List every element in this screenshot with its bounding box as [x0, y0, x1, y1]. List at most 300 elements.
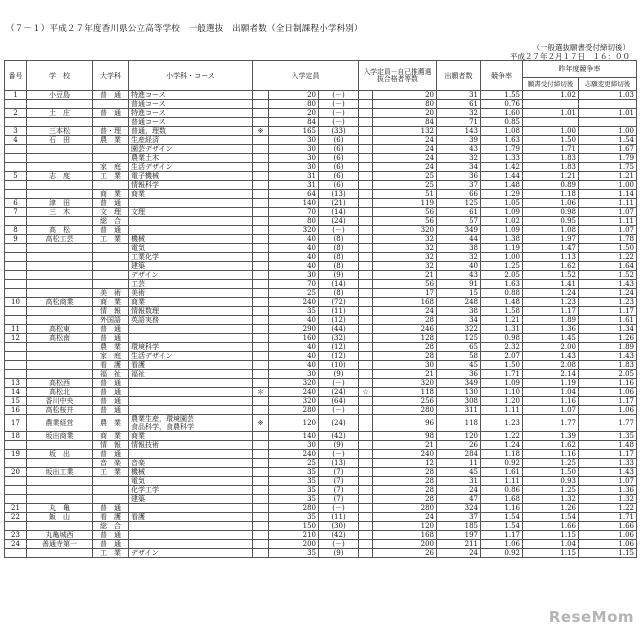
department [93, 145, 129, 154]
department: 工 業 [93, 172, 129, 181]
capacity-value: 40 [269, 253, 319, 262]
course-name [129, 450, 253, 459]
prev-ratio-2: 1.43 [579, 468, 637, 477]
net-capacity: 28 [373, 343, 437, 352]
row-number: 1 [5, 91, 27, 100]
capacity-note: (9) [319, 441, 359, 450]
school-name: 三 木 [27, 208, 93, 217]
capacity-value: 320 [269, 397, 319, 406]
school-name [27, 253, 93, 262]
prev-ratio-1: 1.43 [523, 352, 579, 361]
capacity-note: (7) [319, 477, 359, 486]
competition-ratio: 1.20 [481, 397, 523, 406]
table-row [5, 522, 637, 531]
star-symbol [359, 316, 373, 325]
mark-symbol [253, 531, 269, 540]
timing-note: （一般選抜願書受付締切後） [532, 43, 630, 52]
net-capacity: 256 [373, 397, 437, 406]
prev-ratio-1: 1.66 [523, 522, 579, 531]
star-symbol [359, 477, 373, 486]
net-capacity: 240 [373, 450, 437, 459]
course-name: 情報数理 [129, 307, 253, 316]
prev-ratio-2: 1.43 [579, 352, 637, 361]
mark-symbol [253, 154, 269, 163]
star-symbol [359, 163, 373, 172]
capacity-value: 20 [269, 91, 319, 100]
competition-ratio: 1.55 [481, 91, 523, 100]
applicants-count: 32 [437, 109, 481, 118]
prev-ratio-1: 1.89 [523, 316, 579, 325]
department: 普 通 [93, 226, 129, 235]
star-symbol [359, 406, 373, 415]
applicants-count: 57 [437, 217, 481, 226]
capacity-value: 120 [269, 415, 319, 432]
course-name [129, 379, 253, 388]
course-name: 美術 [129, 289, 253, 298]
table-row [5, 136, 637, 145]
row-number [5, 370, 27, 379]
prev-ratio-1: 1.21 [523, 172, 579, 181]
competition-ratio: 1.50 [481, 361, 523, 370]
table-row [5, 531, 637, 540]
school-name [27, 459, 93, 468]
mark-symbol [253, 208, 269, 217]
mark-symbol [253, 459, 269, 468]
mark-symbol [253, 199, 269, 208]
table-row [5, 432, 637, 441]
row-number: 7 [5, 208, 27, 217]
school-name: 坂出工業 [27, 468, 93, 477]
course-name: デザイン [129, 271, 253, 280]
applicants-count: 36 [437, 172, 481, 181]
star-symbol [359, 459, 373, 468]
capacity-note: (－) [319, 406, 359, 415]
star-symbol [359, 486, 373, 495]
mark-symbol [253, 540, 269, 549]
applicants-count: 26 [437, 441, 481, 450]
prev-ratio-1: 1.23 [523, 298, 579, 307]
row-number: 16 [5, 406, 27, 415]
school-name: 高松北 [27, 388, 93, 397]
capacity-note: (64) [319, 397, 359, 406]
capacity-value: 25 [269, 459, 319, 468]
prev-ratio-2: 1.32 [579, 495, 637, 504]
prev-ratio-2: 1.00 [579, 181, 637, 190]
watermark-logo: ReseMom [548, 608, 634, 626]
applicants-count: 322 [437, 325, 481, 334]
applicants-count: 130 [437, 388, 481, 397]
school-name: 高松西 [27, 379, 93, 388]
prev-ratio-2: 1.07 [579, 226, 637, 235]
prev-ratio-1: 2.14 [523, 370, 579, 379]
col-header-school: 学 校 [27, 61, 93, 91]
prev-ratio-1: 1.52 [523, 271, 579, 280]
competition-ratio: 0.76 [481, 100, 523, 109]
net-capacity: 200 [373, 540, 437, 549]
capacity-note: (－) [319, 91, 359, 100]
department: 福 祉 [93, 370, 129, 379]
table-row [5, 271, 637, 280]
capacity-note: (12) [319, 343, 359, 352]
net-capacity: 17 [373, 289, 437, 298]
net-capacity: 24 [373, 163, 437, 172]
prev-ratio-1: 1.08 [523, 226, 579, 235]
net-capacity: 56 [373, 280, 437, 289]
department: 農 業 [93, 343, 129, 352]
prev-ratio-1: 1.15 [523, 549, 579, 558]
prev-ratio-2: 1.16 [579, 379, 637, 388]
school-name: 香川中央 [27, 397, 93, 406]
mark-symbol [253, 468, 269, 477]
competition-ratio: 1.63 [481, 136, 523, 145]
table-row [5, 361, 637, 370]
row-number: 23 [5, 531, 27, 540]
competition-ratio: 1.05 [481, 199, 523, 208]
school-name [27, 522, 93, 531]
capacity-value: 35 [269, 477, 319, 486]
mark-symbol [253, 406, 269, 415]
prev-ratio-2: 1.24 [579, 289, 637, 298]
col-header-course: 小学科・コース [129, 61, 253, 91]
star-symbol [359, 91, 373, 100]
school-name [27, 190, 93, 199]
prev-ratio-2: 1.17 [579, 450, 637, 459]
department: 普 通 [93, 450, 129, 459]
capacity-value: 240 [269, 450, 319, 459]
mark-symbol [253, 504, 269, 513]
capacity-note: (8) [319, 289, 359, 298]
competition-ratio: 1.06 [481, 540, 523, 549]
mark-symbol: ※ [253, 127, 269, 136]
competition-ratio: 1.38 [481, 235, 523, 244]
capacity-value: 25 [269, 289, 319, 298]
capacity-note: (42) [319, 531, 359, 540]
prev-ratio-2: 1.06 [579, 540, 637, 549]
applicants-count: 15 [437, 289, 481, 298]
school-name: 坂 出 [27, 450, 93, 459]
applicants-count: 47 [437, 495, 481, 504]
competition-ratio: 1.16 [481, 504, 523, 513]
star-symbol [359, 495, 373, 504]
capacity-note: (44) [319, 325, 359, 334]
net-capacity: 246 [373, 325, 437, 334]
competition-ratio: 1.11 [481, 406, 523, 415]
course-name: 福祉 [129, 370, 253, 379]
competition-ratio: 2.07 [481, 352, 523, 361]
prev-ratio-2: 1.79 [579, 154, 637, 163]
mark-symbol [253, 397, 269, 406]
row-number: 6 [5, 199, 27, 208]
prev-ratio-1: 1.62 [523, 262, 579, 271]
table-row [5, 495, 637, 504]
net-capacity: 28 [373, 352, 437, 361]
prev-ratio-2: 1.21 [579, 172, 637, 181]
department: 農 業 [93, 415, 129, 432]
net-capacity: 280 [373, 504, 437, 513]
table-row [5, 217, 637, 226]
course-name [129, 217, 253, 226]
capacity-value: 70 [269, 208, 319, 217]
department: 外国語 [93, 316, 129, 325]
applicants-count: 44 [437, 235, 481, 244]
net-capacity: 28 [373, 486, 437, 495]
department: 普 通 [93, 334, 129, 343]
course-name: 情報技術 [129, 441, 253, 450]
mark-symbol [253, 450, 269, 459]
star-symbol [359, 262, 373, 271]
department [93, 486, 129, 495]
course-name: 商業 [129, 190, 253, 199]
capacity-value: 35 [269, 468, 319, 477]
applicants-count: 24 [437, 549, 481, 558]
table-row [5, 468, 637, 477]
competition-ratio: 1.24 [481, 441, 523, 450]
mark-symbol [253, 163, 269, 172]
star-symbol [359, 513, 373, 522]
department: 普 通 [93, 379, 129, 388]
mark-symbol [253, 370, 269, 379]
capacity-value: 35 [269, 513, 319, 522]
table-row [5, 441, 637, 450]
course-name: 生活デザイン [129, 352, 253, 361]
prev-ratio-1 [523, 118, 579, 127]
net-capacity: 84 [373, 118, 437, 127]
capacity-value: 80 [269, 217, 319, 226]
department: 総 合 [93, 217, 129, 226]
star-symbol [359, 415, 373, 432]
mark-symbol [253, 262, 269, 271]
mark-symbol [253, 289, 269, 298]
prev-ratio-2: 1.61 [579, 316, 637, 325]
star-symbol [359, 226, 373, 235]
net-capacity: 28 [373, 477, 437, 486]
capacity-value: 160 [269, 334, 319, 343]
table-row [5, 91, 637, 100]
star-symbol [359, 109, 373, 118]
capacity-value: 150 [269, 522, 319, 531]
star-symbol [359, 118, 373, 127]
competition-ratio: 1.54 [481, 522, 523, 531]
table-row [5, 154, 637, 163]
star-symbol [359, 127, 373, 136]
capacity-value: 240 [269, 388, 319, 397]
mark-symbol [253, 190, 269, 199]
prev-ratio-1: 1.83 [523, 163, 579, 172]
course-name: 電子機械 [129, 172, 253, 181]
competition-ratio: 1.09 [481, 208, 523, 217]
star-symbol [359, 199, 373, 208]
net-capacity: 32 [373, 253, 437, 262]
row-number [5, 118, 27, 127]
prev-ratio-1: 1.19 [523, 379, 579, 388]
capacity-note: (6) [319, 154, 359, 163]
capacity-value: 35 [269, 495, 319, 504]
row-number: 10 [5, 298, 27, 307]
mark-symbol [253, 100, 269, 109]
capacity-value: 30 [269, 136, 319, 145]
table-row [5, 235, 637, 244]
prev-ratio-2: 1.54 [579, 136, 637, 145]
star-symbol [359, 244, 373, 253]
mark-symbol [253, 136, 269, 145]
department: 普 通 [93, 531, 129, 540]
capacity-value: 240 [269, 298, 319, 307]
star-symbol [359, 289, 373, 298]
competition-ratio: 1.02 [481, 217, 523, 226]
capacity-note: (14) [319, 208, 359, 217]
department [93, 253, 129, 262]
prev-ratio-2: 2.05 [579, 370, 637, 379]
mark-symbol: ※ [253, 415, 269, 432]
table-row [5, 289, 637, 298]
prev-ratio-2: 1.22 [579, 504, 637, 513]
net-capacity: 24 [373, 307, 437, 316]
row-number [5, 280, 27, 289]
row-number [5, 522, 27, 531]
school-name [27, 549, 93, 558]
school-name: 志 度 [27, 172, 93, 181]
table-row [5, 307, 637, 316]
course-name: 文理 [129, 208, 253, 217]
school-name [27, 289, 93, 298]
star-symbol [359, 190, 373, 199]
mark-symbol [253, 334, 269, 343]
mark-symbol [253, 181, 269, 190]
net-capacity: 320 [373, 226, 437, 235]
row-number: 20 [5, 468, 27, 477]
table-row [5, 118, 637, 127]
star-symbol [359, 334, 373, 343]
course-name [129, 397, 253, 406]
row-number [5, 181, 27, 190]
course-name: 工芸 [129, 280, 253, 289]
prev-ratio-1: 1.26 [523, 504, 579, 513]
competition-ratio: 2.32 [481, 343, 523, 352]
capacity-note: (24) [319, 388, 359, 397]
mark-symbol [253, 226, 269, 235]
star-symbol [359, 280, 373, 289]
course-name: 環境科学 [129, 343, 253, 352]
capacity-value: 165 [269, 127, 319, 136]
col-header-prev2: 志願変更締切後 [579, 78, 637, 91]
prev-ratio-1: 1.97 [523, 235, 579, 244]
mark-symbol [253, 244, 269, 253]
capacity-value: 40 [269, 352, 319, 361]
prev-ratio-2: 1.01 [579, 109, 637, 118]
prev-ratio-1: 1.16 [523, 450, 579, 459]
prev-ratio-2: 1.77 [579, 415, 637, 432]
capacity-value: 40 [269, 244, 319, 253]
applicants-count: 34 [437, 316, 481, 325]
capacity-value: 84 [269, 118, 319, 127]
table-body [5, 91, 637, 558]
net-capacity: 25 [373, 172, 437, 181]
prev-ratio-2: 1.35 [579, 432, 637, 441]
row-number: 2 [5, 109, 27, 118]
applicants-count: 38 [437, 307, 481, 316]
department: 看 護 [93, 361, 129, 370]
department: 工 業 [93, 549, 129, 558]
prev-ratio-2: 1.33 [579, 459, 637, 468]
star-symbol [359, 100, 373, 109]
department: 家 庭 [93, 352, 129, 361]
competition-ratio: 0.86 [481, 486, 523, 495]
competition-ratio: 1.48 [481, 181, 523, 190]
course-name [129, 334, 253, 343]
net-capacity: 24 [373, 145, 437, 154]
school-name [27, 370, 93, 379]
capacity-value: 140 [269, 199, 319, 208]
applicants-count: 143 [437, 127, 481, 136]
applicants-count: 197 [437, 531, 481, 540]
document-title: （７－１）平成２７年度香川県公立高等学校 一般選抜 出願者数（全日制課程小学科別） [6, 24, 363, 34]
department: 普 通 [93, 504, 129, 513]
row-number: 18 [5, 432, 27, 441]
competition-ratio: 1.11 [481, 477, 523, 486]
prev-ratio-2: 1.78 [579, 235, 637, 244]
star-symbol [359, 522, 373, 531]
row-number [5, 343, 27, 352]
star-symbol [359, 136, 373, 145]
course-name: 音楽 [129, 459, 253, 468]
star-symbol [359, 379, 373, 388]
department: 商 業 [93, 432, 129, 441]
capacity-value: 31 [269, 172, 319, 181]
school-name [27, 486, 93, 495]
course-name: 看護 [129, 513, 253, 522]
applicants-count: 311 [437, 406, 481, 415]
competition-ratio: 1.63 [481, 280, 523, 289]
course-name [129, 226, 253, 235]
prev-ratio-1: 1.06 [523, 199, 579, 208]
department: 普 通 [93, 397, 129, 406]
mark-symbol [253, 109, 269, 118]
department: 普 通 [93, 406, 129, 415]
department [93, 181, 129, 190]
school-name [27, 154, 93, 163]
table-row [5, 370, 637, 379]
prev-ratio-1: 1.83 [523, 154, 579, 163]
department: 商 業 [93, 190, 129, 199]
prev-ratio-2: 1.64 [579, 262, 637, 271]
department [93, 477, 129, 486]
applicants-count: 61 [437, 100, 481, 109]
mark-symbol [253, 316, 269, 325]
capacity-note: (－) [319, 109, 359, 118]
row-number [5, 253, 27, 262]
prev-ratio-2: 1.83 [579, 361, 637, 370]
applicants-count: 45 [437, 361, 481, 370]
table-row [5, 253, 637, 262]
row-number: 8 [5, 226, 27, 235]
prev-ratio-1: 1.45 [523, 334, 579, 343]
competition-ratio: 1.61 [481, 468, 523, 477]
course-name: 生活デザイン [129, 163, 253, 172]
course-name [129, 406, 253, 415]
applicants-count: 185 [437, 522, 481, 531]
capacity-note: (8) [319, 262, 359, 271]
prev-ratio-2: 1.34 [579, 325, 637, 334]
department: 普・理 [93, 127, 129, 136]
capacity-note: (8) [319, 244, 359, 253]
school-name: 小豆島 [27, 91, 93, 100]
school-name [27, 145, 93, 154]
school-name [27, 280, 93, 289]
row-number: 4 [5, 136, 27, 145]
capacity-note: (8) [319, 235, 359, 244]
prev-ratio-2: 1.48 [579, 441, 637, 450]
applicants-count: 39 [437, 136, 481, 145]
